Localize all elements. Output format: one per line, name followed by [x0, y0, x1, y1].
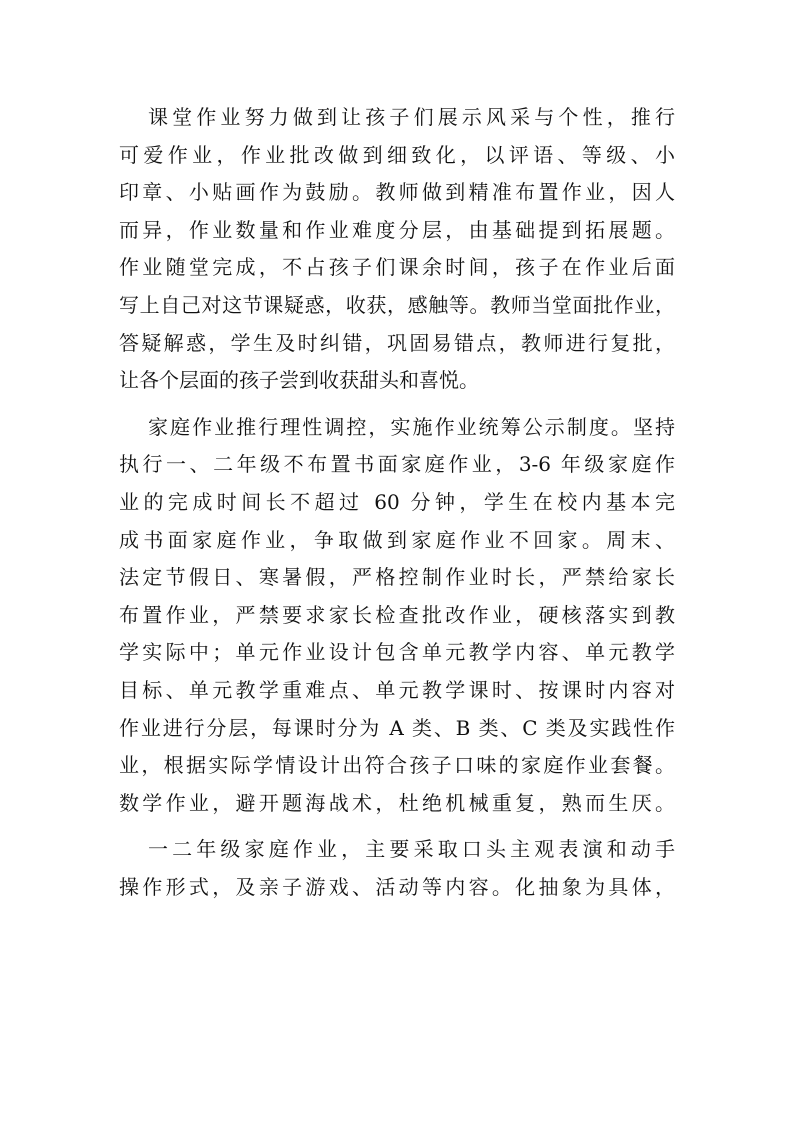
text-line: 业，根据实际学情设计出符合孩子口味的家庭作业套餐。 [119, 753, 675, 778]
text-line: 课堂作业努力做到让孩子们展示风采与个性，推行 [148, 105, 675, 129]
text-line: 写上自己对这节课疑惑，收获，感触等。教师当堂面批作业， [119, 292, 675, 317]
text-line: 可爱作业，作业批改做到细致化，以评语、等级、小 [119, 142, 675, 167]
paragraph-family-homework [119, 409, 675, 823]
text-line: 作业随堂完成，不占孩子们课余时间，孩子在作业后面 [119, 255, 675, 280]
text-line: 答疑解惑，学生及时纠错，巩固易错点，教师进行复批， [119, 330, 675, 355]
text-line: 一二年级家庭作业，主要采取口头主观表演和动手 [148, 837, 675, 862]
text-line: 业的完成时间长不超过 60 分钟，学生在校内基本完 [119, 489, 675, 514]
text-line: 布置作业，严禁要求家长检查批改作业，硬核落实到教 [119, 602, 675, 627]
paragraph-spacer [119, 822, 675, 831]
document-body [119, 99, 675, 906]
text-line: 而异，作业数量和作业难度分层，由基础提到拓展题。 [119, 217, 675, 242]
text-line: 数学作业，避开题海战术，杜绝机械重复，熟而生厌。 [119, 790, 675, 815]
text-line: 家庭作业推行理性调控，实施作业统筹公示制度。坚持 [148, 414, 675, 439]
text-line: 让各个层面的孩子尝到收获甜头和喜悦。 [119, 368, 479, 393]
text-line: 印章、小贴画作为鼓励。教师做到精准布置作业，因人 [119, 180, 675, 205]
text-line: 操作形式，及亲子游戏、活动等内容。化抽象为具体， [119, 874, 675, 899]
text-line: 成书面家庭作业，争取做到家庭作业不回家。周末、 [119, 527, 675, 552]
text-line: 作业进行分层，每课时分为 A 类、B 类、C 类及实践性作 [119, 715, 675, 740]
text-line: 执行一、二年级不布置书面家庭作业，3-6 年级家庭作 [119, 452, 675, 477]
paragraph-grade-one-two [119, 831, 675, 906]
text-line: 目标、单元教学重难点、单元教学课时、按课时内容对 [119, 677, 675, 702]
paragraph-classroom-homework [119, 99, 675, 400]
paragraph-spacer [119, 400, 675, 409]
text-line: 学实际中；单元作业设计包含单元教学内容、单元教学 [119, 640, 675, 665]
text-line: 法定节假日、寒暑假，严格控制作业时长，严禁给家长 [119, 565, 675, 590]
